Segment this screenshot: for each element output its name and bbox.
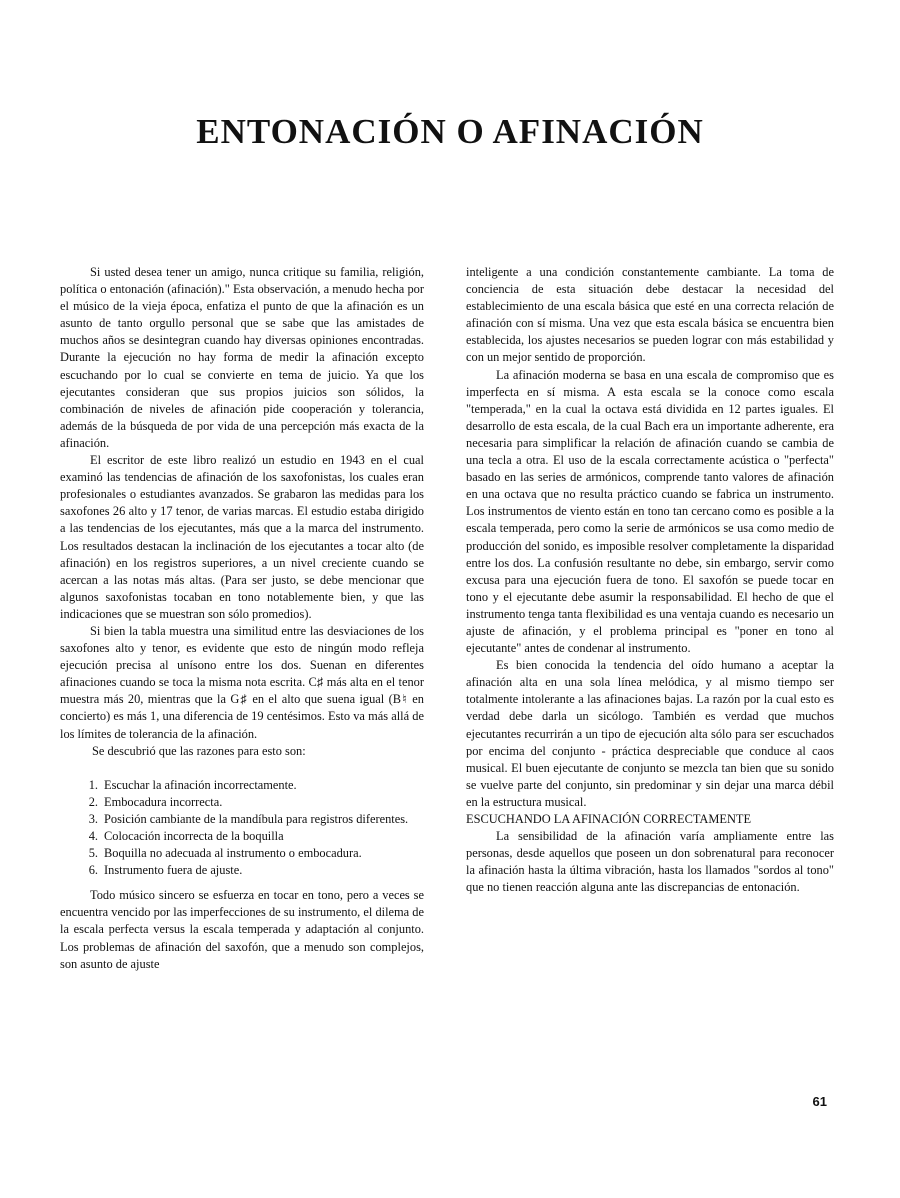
list-item [60,811,424,828]
page-title: ENTONACIÓN O AFINACIÓN [196,112,704,151]
list-item-text: Colocación incorrecta de la boquilla [104,829,284,843]
paragraph-study-1943: El escritor de este libro realizó un estudio en 1943 en el cual examinó las tendencias de afinación de los saxofonistas, los cuales eran profesionales o estudiantes avanzados. Se grabaron las medidas para los saxofones 26 alto y 17 tenor, de varias marcas. El estudio estaba dirigido a las tendencias de los ejecutantes, más que a la marca del instrumento. Los resultados destacan la inclinación de los ejecutantes a tocar alto (de afinación) en los registros superiores, a un nivel creciente cuando se acercan a las notas más altas. (Para ser justo, se debe mencionar que algunos saxofonistas tocaban en tono notablemente bien, y que las indicaciones que se muestran son sólo promedios). [60,453,424,621]
list-item [60,777,424,794]
list-item-number: 4. [88,829,98,843]
section-heading: ESCUCHANDO LA AFINACIÓN CORRECTAMENTE [466,812,752,826]
paragraph-tempered-scale: La afinación moderna se basa en una escala de compromiso que es imperfecta en sí misma. A esta escala se la conoce como escala "temperada," en la cual la octava está dividida en 12 partes iguales. El desarrollo de esta escala, de la cual Bach era un importante adherente, era necesaria para simplificar la relación de afinación cuando se cambia de una tecla a otra. El uso de la escala correctamente acústica o "perfecta" basado en las series de armónicos, comprende tanto valores de afinación en una octava que no resulta práctico cuando se fabrica un instrumento. Los instrumentos de viento están en tono tan cercano como es posible a la escala temperada, pero como la serie de armónicos se usa como medio de producción del sonido, es imposible resolver completamente la disparidad entre los dos. La confusión resultante no debe, sin embargo, servir como excusa para una ejecución fuera de tono. El saxofón se puede tocar en tono y el ejecutante debe asumir la responsabilidad. El hecho de que el instrumento tenga tanta flexibilidad es una ventaja cuando es necesario un ajuste de afinación, y el problema principal es "poner en tono al ejecutante" antes de condenar al instrumento. [466,367,834,656]
paragraph-table-comparison: Si bien la tabla muestra una similitud entre las desviaciones de los saxofones alto y tenor, es evidente que esto de ningún modo refleja ejecución precisa al unísono entre los dos. Suenan en diferentes afinaciones cuando se toca la misma nota escrita. C♯ más alta en el tenor muestra más 20, mientras que la G♯ en el alto que suena igual (B♮ en concierto) es más 1, una diferencia de 19 centésimos. Esto va más allá de los límites de tolerancia de la afinación. [60,623,424,741]
list-item-text: Boquilla no adecuada al instrumento o embocadura. [104,846,362,861]
list-item-number: 5. [88,846,98,861]
list-item-number: 2. [88,794,98,809]
list-item-number: 3. [88,811,98,826]
list-item-text: Posición cambiante de la mandíbula para registros diferentes. [104,811,409,826]
paragraph-intro: Si usted desea tener un amigo, nunca critique su familia, religión, política o entonación (afinación)." Esta observación, a menudo hecha por el músico de la vieja época, enfatiza el punto de que la afinación es un asunto de tanto orgullo personal que se sabe que las amistades de muchos años se desintegran cuando hay diversas opiniones encontradas. Durante la ejecución no hay forma de medir la afinación excepto escuchando por lo cual se convierte en tema de juicio. Ya que los ejecutantes consideran que sus propios juicios son sólidos, la combinación de niveles de afinación pide cooperación y tolerancia, además de la búsqueda de por vida de una percepción más exacta de la afinación. [60,265,424,450]
left-column [60,264,424,973]
list-item-text: Instrumento fuera de ajuste. [104,863,243,878]
paragraph-human-ear: Es bien conocida la tendencia del oído humano a aceptar la afinación alta en una sola línea melódica, y al mismo tiempo ser totalmente intolerante a las afinaciones bajas. La razón por la cual esto es verdad debe darla un sicólogo. También es verdad que muchos ejecutantes recurrirán a un tipo de ejecución alta sólo para ser escuchados por encima del conjunto - práctica despreciable que conduce al caos musical. El buen ejecutante de conjunto se mezcla tan bien que su sonido se vuelve parte del conjunto, sin predominar y sin dejar una marca débil en la estructura musical. [466,658,834,809]
right-column [466,264,834,896]
list-item [60,794,424,811]
paragraph-sincere-musician: Todo músico sincero se esfuerza en tocar en tono, pero a veces se encuentra vencido por las imperfecciones de su instrumento, el dilema de la escala perfecta versus la escala temperada y adaptación al conjunto. Los problemas de afinación del saxofón, que a menudo son complejos, son asunto de ajuste [60,888,424,971]
reasons-list [60,777,424,880]
list-item [60,845,424,862]
list-item-text: Escuchar la afinación incorrectamente. [104,777,297,792]
list-intro: Se descubrió que las razones para esto son: [92,743,306,758]
list-item-number: 1. [88,777,98,792]
list-item [60,828,424,845]
list-item-text: Embocadura incorrecta. [104,794,223,809]
list-item-number: 6. [88,863,98,878]
list-item [60,862,424,879]
paragraph-sensitivity: La sensibilidad de la afinación varía ampliamente entre las personas, desde aquellos que poseen un don sobrenatural para reconocer la afinación hasta la última vibración, hasta los llamados "sordos al tono" que no tienen reacción alguna ante las discrepancias de entonación. [466,829,834,895]
paragraph-continuation: inteligente a una condición constantemente cambiante. La toma de conciencia de esta situación debe destacar la necesidad del establecimiento de una escala básica que esté en una correcta relación de afinación con sí misma. Una vez que esta escala básica se encuentra bien establecida, los ajustes necesarios se pueden lograr con más estabilidad y con un mejor sentido de proporción. [466,265,834,365]
page-number: 61 [812,1094,827,1109]
